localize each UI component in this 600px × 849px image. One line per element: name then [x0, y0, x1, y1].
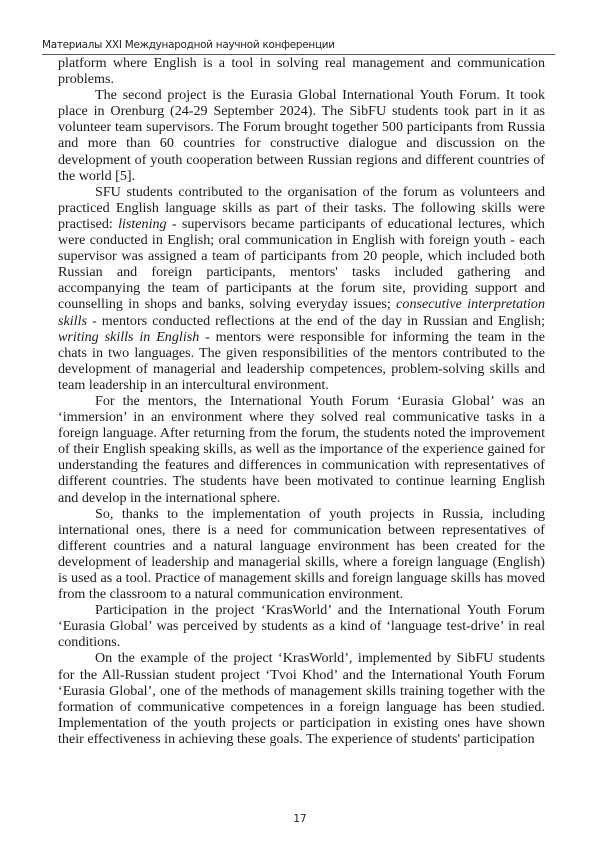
- page-number: 17: [293, 813, 307, 825]
- text-run: SFU students contributed to the organisation of the forum as volunteers and practiced English language skills as part of their tasks. The following skills were practised:: [58, 183, 545, 232]
- paragraph-skills-practised: [58, 184, 545, 393]
- paragraph-conclusion: On the example of the project ‘KrasWorld’, implemented by SibFU students for the All-Russian student project ‘Tvoi Khod’ and the International Youth Forum ‘Eurasia Global’, one of the methods of management skills training together with the formation of communicative competences in a foreign language has been studied. Implementation of the youth projects or participation in existing ones have shown their effectiveness in achieving these goals. The experience of students' participation: [58, 650, 545, 747]
- paragraph-eurasia-forum: The second project is the Eurasia Global International Youth Forum. It took place in Orenburg (24-29 September 2024). The SibFU students took part in it as volunteer team supervisors. The Forum brought together 500 participants from Russia and more than 60 countries for constructive dialogue and discussion on the development of youth cooperation between Russian regions and different countries of the world [5].: [58, 87, 545, 184]
- paragraph-test-drive: Participation in the project ‘KrasWorld’ and the International Youth Forum ‘Eurasia Global’ was perceived by students as a kind of ‘language test-drive’ in real conditions.: [58, 602, 545, 651]
- paragraph-continuation: platform where English is a tool in solving real management and communication problems.: [58, 55, 545, 88]
- text-run: - mentors were responsible for informing the team in the chats in two languages. The given responsibilities of the mentors contributed to the development of managerial and leadership competences, problem-solving skills and team leadership in an intercultural environment.: [58, 328, 546, 393]
- italic-term-writing: writing skills in English: [58, 328, 200, 345]
- italic-term-interpretation: consecutive interpretation skills: [58, 296, 546, 329]
- italic-term-listening: listening: [118, 215, 167, 232]
- text-run: - supervisors became participants of educational lectures, which were conducted in English; oral communication in English with foreign youth - each supervisor was assigned a team of participants from 20 people, which included both Russian and foreign participants, mentors' tasks included gathering and accompanying the team of participants at the forum site, providing support and counselling in shops and banks, solving everyday issues;: [58, 215, 545, 313]
- body-text: [58, 55, 545, 747]
- text-run: - mentors conducted reflections at the end of the day in Russian and English;: [86, 312, 545, 329]
- paragraph-youth-projects: So, thanks to the implementation of youth projects in Russia, including international ones, there is a need for communication between representatives of different countries and a natural language environment has been created for the development of leadership and managerial skills, where a foreign language (English) is used as a tool. Practice of management skills and foreign language skills has moved from the classroom to a natural communication environment.: [58, 505, 545, 603]
- paragraph-mentors-immersion: For the mentors, the International Youth Forum ‘Eurasia Global’ was an ‘immersion’ in an environment where they solved real communicative tasks in a foreign language. After returning from the forum, the students noted the improvement of their English speaking skills, as well as the importance of the experience gained for understanding the features and differences in communication with representatives of different countries. The students have been motivated to continue learning English and develop in the international sphere.: [58, 392, 545, 506]
- running-header: Материалы XXI Международной научной конференции: [42, 39, 335, 51]
